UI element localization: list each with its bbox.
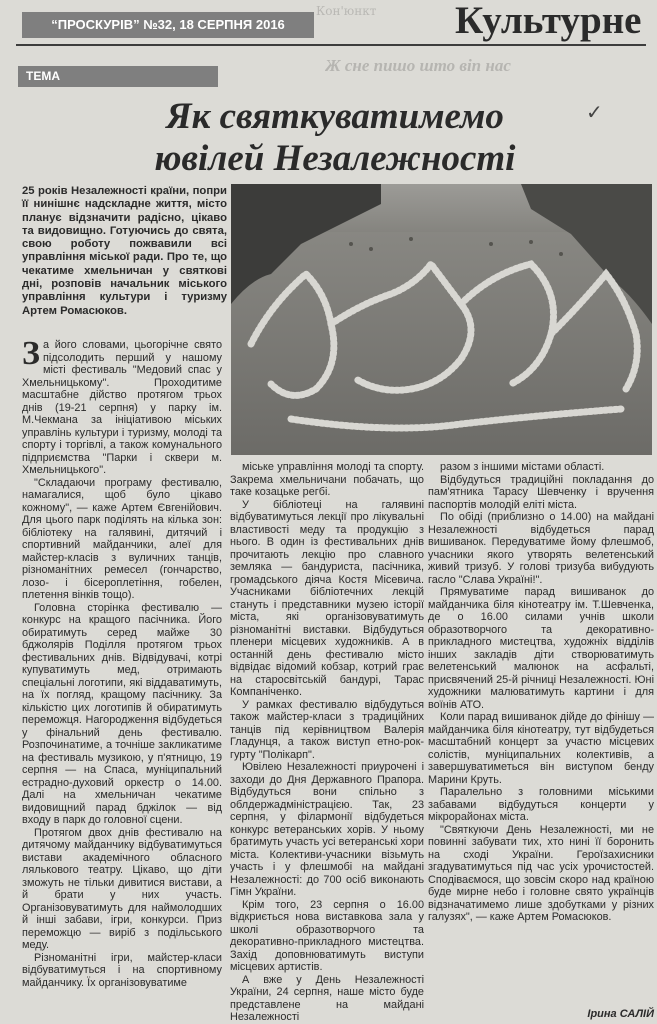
paragraph: Відбудуться традиційні покладання до пам'ятника Тарасу Шевченку і вручення паспортів молодій еліті міста. [428, 473, 654, 511]
paragraph: разом з іншими містами області. [440, 461, 605, 473]
paragraph: Коли парад вишиванок дійде до фінішу — майданчика біля кінотеатру, тут відбудеться масштабний концерт за участю місцевих солістів, муніципальних колективів, а завершуватиметься він виступом бенду Марини Круть. [428, 711, 654, 786]
paragraph: "Складаючи програму фестивалю, намагалися, щоб було цікаво кожному", — каже Артем Євгенійович. Для цього парк поділять на кілька зон: бібліотеку на галявині, дитячий і спортивний майданчики, алеї для майстер-класів з вуличних танців, різноманітних ремесел (гончарство, лозо- і бісероплетіння, гобелен, плетення вінків тощо). [22, 476, 222, 601]
pen-checkmark-icon: ✓ [586, 100, 603, 124]
paragraph: Ювілею Незалежності приурочені і заходи до Дня Державного Прапора. Відбудуться вони спільно з облдержадміністрацією. Так, 23 серпня, у філармонії відбудеться конкурс ветеранських хорів. У ньому братимуть участь усі ветеранські хори міста. Колективи-учасники візьмуть участь і у флешмобі на майдані Незалежності: до 700 осіб виконають Гімн України. [230, 761, 424, 898]
paragraph: За його словами, цьогорічне свято підсолодить перший у нашому місті фестиваль "Медовий спас у Хмельницькому". Проходитиме масштабне дійство протягом трьох днів (19-21 серпня) у парку ім. М.Чекмана за ініціативою міських управлінь культури і туризму, молоді та спорту і торгівлі, а також комунального підприємства "Парки і сквери м. Хмельницького". [22, 339, 222, 476]
headline-line-1: Як святкуватимемо [166, 96, 504, 137]
paragraph: По обіді (приблизно о 14.00) на майдані Незалежності відбудеться парад вишиванок. Передуватиме йому флешмоб, учасники якого утворять велетенський живий тризуб. У голові тризуба вибудують гасло "Слава Україні!". [428, 511, 654, 586]
bleed-through-line: Ж сне пишо што віп нас [325, 56, 511, 75]
paragraph: Крім того, 23 серпня о 16.00 відкриється нова виставкова зала у школі образотворчого та декоративно-прикладного мистецтва. Захід доповнюватимуть виступи місцевих артистів. [230, 898, 424, 973]
article-column-3 [428, 461, 654, 1006]
headline [90, 96, 580, 180]
photo-illustration [231, 184, 652, 455]
paragraph: Різноманітні ігри, майстер-класи відбуватимуться і на спортивному майданчику. Їх організовуватиме [22, 951, 222, 989]
masthead-rule [16, 44, 646, 46]
author-byline: Ірина САЛІЙ [587, 1008, 654, 1020]
drop-cap: З [22, 339, 40, 372]
lead-paragraph: 25 років Незалежності країни, попри її нинішнє надскладне життя, місто планує відзначити радісно, цікаво та видовищно. Готуючись до свята, свою роботу пожвавили всі управління міської ради. Про те, що чекатиме хмельничан у святкові дні, розповів начальник міського управління культури і туризму Артем Ромасюков. [22, 185, 227, 317]
issue-banner: “ПРОСКУРІВ” №32, 18 СЕРПНЯ 2016 [22, 12, 314, 38]
paragraph: Головна сторінка фестивалю — конкурс на кращого пасічника. Його обиратимуть серед майже 30 бджолярів Поділля протягом трьох фестивальних днів. Відвідувачі, котрі купуватимуть мед, отримають спеціальні логотипи, які віддаватимуть, на їх погляд, кращому пасічнику. За кількістю цих логотипів й обиратимуть переможця. Нагородження відбудеться у фінальний день фестивалю. Розпочинатиме, а точніше закликатиме на фестиваль музикою, у п'ятницю, 19 серпня — на Спаса, муніципальний естрадно-духовий оркестр о 14.00. Далі на хмельничан чекатиме видовищний парад бджілок — від входу в парк до головної сцени. [22, 601, 222, 826]
article-column-1 [22, 339, 222, 1019]
paragraph: У бібліотеці на галявині відбуватимуться лекції про лікувальні властивості меду та продукцію з нього. В один із фестивальних днів прочитають лекцію про славного земляка — бандуриста, пасічника, громадського діяча Костя Місевича. Учасниками бібліотечних лекцій стануть і представники музею історії міста, які організовуватимуть різноманітні виставки. Відбудуться пленери місцевих художників. А в останній день фестивалю місто відвідає відомий кобзар, котрий грає на старосвітській бандурі, Тарас Компаніченко. [230, 498, 424, 698]
paragraph: "Святкуючи День Незалежності, ми не повинні забувати тих, хто нині її боронить на сході України. Героїзахисники згадуватимуться під час усіх урочистостей. Сподіваємося, що зовсім скоро над країною буде мирне небо і головне свято українців відзначатимемо лише здобутками у різних галузях", — каже Артем Ромасюков. [428, 823, 654, 923]
article-column-2 [230, 461, 424, 1021]
section-tag: ТЕМА [18, 66, 218, 87]
paragraph: Прямуватиме парад вишиванок до майданчика біля кінотеатру ім. Т.Шевченка, де о 16.00 силами учнів школи образотворчого та декоративно-прикладного мистецтва, художніх відділів інших закладів діти створюватимуть велетенський малюнок на асфальті, присвячений 25-й річниці Незалежності. Юні художники малюватимуть картини і для воїнів АТО. [428, 586, 654, 711]
bleed-through-text: Кон'юнкт [316, 4, 377, 18]
headline-line-2: ювілей Незалежності [154, 138, 516, 179]
section-title: Культурне [455, 0, 642, 42]
crowd-trident-photo [231, 184, 652, 455]
paragraph: Протягом двох днів фестивалю на дитячому майданчику відбуватимуться вистави академічного обласного лялькового театру. Цікаво, що діти зможуть не тільки дивитися вистави, а й брати у них участь. Організовуватимуть для наймолодших й інші забави, ігри, конкурси. Приз переможцю — виріб з подільського меду. [22, 826, 222, 951]
paragraph: міське управління молоді та спорту. Закрема хмельничани побачать, що таке козацьке регбі. [230, 461, 424, 498]
paragraph: У рамках фестивалю відбудуться також майстер-класи з традиційних танців під керівництвом Валерія Гладунця, а також виступ етно-рок-гурту "Полікарп". [230, 698, 424, 761]
paragraph: А вже у День Незалежності України, 24 серпня, наше місто буде представлене на майдані Незалежності [230, 973, 424, 1021]
paragraph: Паралельно з головними міськими забавами відбудуться концерти у мікрорайонах міста. [428, 786, 654, 823]
